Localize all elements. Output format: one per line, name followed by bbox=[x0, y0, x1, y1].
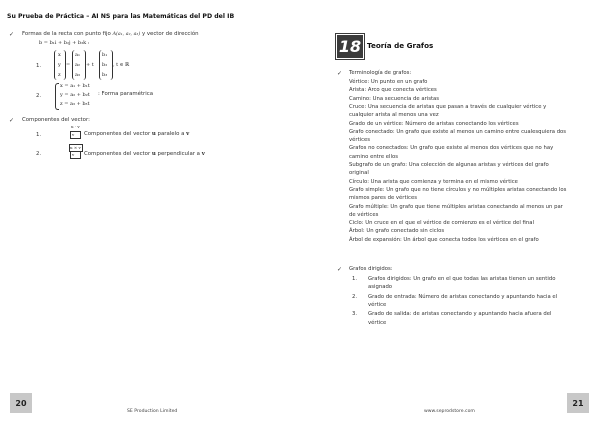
item-number: 3. bbox=[352, 311, 358, 318]
terminology-line: Grafos no conectados: Un grafo que existe al menos dos vértices que no hay bbox=[349, 145, 554, 152]
left-page: Su Prueba de Práctica – AI NS para las Matemáticas del PD del IB ✓ Formas de la recta con punto fijo A(a₁, a₂, a₃) y vector de dirección b = b₁i + b₂j + b₃k : 1. x y z = a₁ a₂ a₃ + t b₁ b₂ b₃ , t ∈ ℝ 2. x = a₁ + b₁t y = a₂ + b₂t z = a₃ + b₃t : Forma paramétrica ✓ Componentes del vector: 1. u · v v Componentes del vector u paralelo a v 2. u × v v Componentes del vector u perpendicular a v 20 SE Production Limited bbox=[7, 13, 235, 414]
terminology-line: Camino: Una secuencia de aristas bbox=[349, 95, 440, 102]
vector-components-title: Componentes del vector: bbox=[22, 117, 90, 123]
terminology-line: Cruce: Una secuencia de aristas que pasan a través de cualquier vértice y bbox=[349, 103, 547, 110]
terminology-line: Vértice: Un punto en un grafo bbox=[349, 79, 428, 85]
line-form-intro: Formas de la recta con punto fijo A(a₁, a₂, a₃) y vector de dirección bbox=[22, 31, 199, 37]
item-number: 1. bbox=[352, 276, 358, 282]
terminology-line: vértices bbox=[349, 137, 371, 144]
direction-vector: b = b₁i + b₂j + b₃k : bbox=[39, 40, 90, 46]
directed-graph-item-line: Grado de salida: de aristas conectando y apuntando hacia afuera del bbox=[368, 311, 552, 318]
terminology-line: de vértices bbox=[349, 211, 379, 218]
terminology-line: original bbox=[349, 170, 369, 177]
terminology-line: Círculo: Una arista que comienza y termina en el mismo vértice bbox=[349, 178, 518, 185]
comp2-text: Componentes del vector u perpendicular a v bbox=[84, 151, 205, 157]
checkmark-icon: ✓ bbox=[337, 70, 343, 77]
item-number: 2. bbox=[36, 93, 42, 99]
footer-publisher: SE Production Limited bbox=[127, 409, 178, 414]
terminology-line: Árbol: Un grafo conectado sin ciclos bbox=[349, 228, 445, 235]
item-number: 1. bbox=[36, 132, 42, 138]
parametric-label: : Forma paramétrica bbox=[98, 91, 154, 97]
checkmark-icon: ✓ bbox=[337, 266, 343, 273]
item-number: 2. bbox=[352, 293, 358, 300]
terminology-title: Terminología de grafos: bbox=[349, 70, 412, 76]
chapter-title: Teoría de Grafos bbox=[367, 41, 434, 50]
brace bbox=[55, 83, 59, 110]
terminology-line: mismos pares de vértices bbox=[349, 195, 417, 202]
chapter-number-badge: 18 bbox=[336, 34, 364, 59]
terminology-line: Subgrafo de un grafo: Una colección de algunas aristas y vértices del grafo bbox=[349, 162, 549, 168]
directed-graph-item-line: asignado bbox=[368, 284, 393, 291]
terminology-line: Ciclo: Un cruce en el que el vértice de comienzo es el vértice del final bbox=[349, 220, 534, 227]
terminology-line: Grado de un vértice: Número de aristas conectando los vértices bbox=[349, 120, 519, 127]
terminology-line: Arista: Arco que conecta vértices bbox=[349, 87, 437, 94]
terminology-line: Árbol de expansión: Un árbol que conecta todos los vértices en el grafo bbox=[349, 236, 539, 243]
checkmark-icon: ✓ bbox=[9, 31, 15, 38]
terminology-line: Grafo conectado: Un grafo que existe al menos un camino entre cualesquiera dos bbox=[349, 128, 567, 135]
terminology-line: camino entre ellos bbox=[349, 153, 398, 160]
checkmark-icon: ✓ bbox=[9, 117, 15, 124]
page-number: 20 bbox=[10, 393, 32, 413]
directed-graph-item-line: vértice bbox=[368, 301, 387, 308]
item-number: 1. bbox=[36, 63, 42, 69]
footer-website: www.seprodstore.com bbox=[424, 409, 475, 414]
directed-graph-item-line: Grado de entrada: Número de aristas conectando y apuntando hacia el bbox=[368, 293, 558, 300]
directed-graph-item-line: vértice bbox=[368, 319, 387, 326]
terminology-line: Grafo simple: Un grafo que no tiene círculos y no múltiples aristas conectando los bbox=[349, 186, 567, 193]
directed-graphs-title: Grafos dirigidos: bbox=[349, 266, 393, 272]
item-number: 2. bbox=[36, 151, 42, 157]
terminology-line: cualquier arista al menos una vez bbox=[349, 112, 439, 119]
directed-graph-item-line: Grafos dirigidos: Un grafo en el que todas las aristas tienen un sentido bbox=[368, 276, 556, 282]
page-header: Su Prueba de Práctica – AI NS para las Matemáticas del PD del IB bbox=[7, 13, 235, 20]
comp1-text: Componentes del vector u paralelo a v bbox=[84, 131, 190, 137]
terminology-line: Grafo múltiple: Un grafo que tiene múltiples aristas conectando al menos un par bbox=[349, 203, 563, 210]
page-number: 21 bbox=[567, 393, 589, 413]
